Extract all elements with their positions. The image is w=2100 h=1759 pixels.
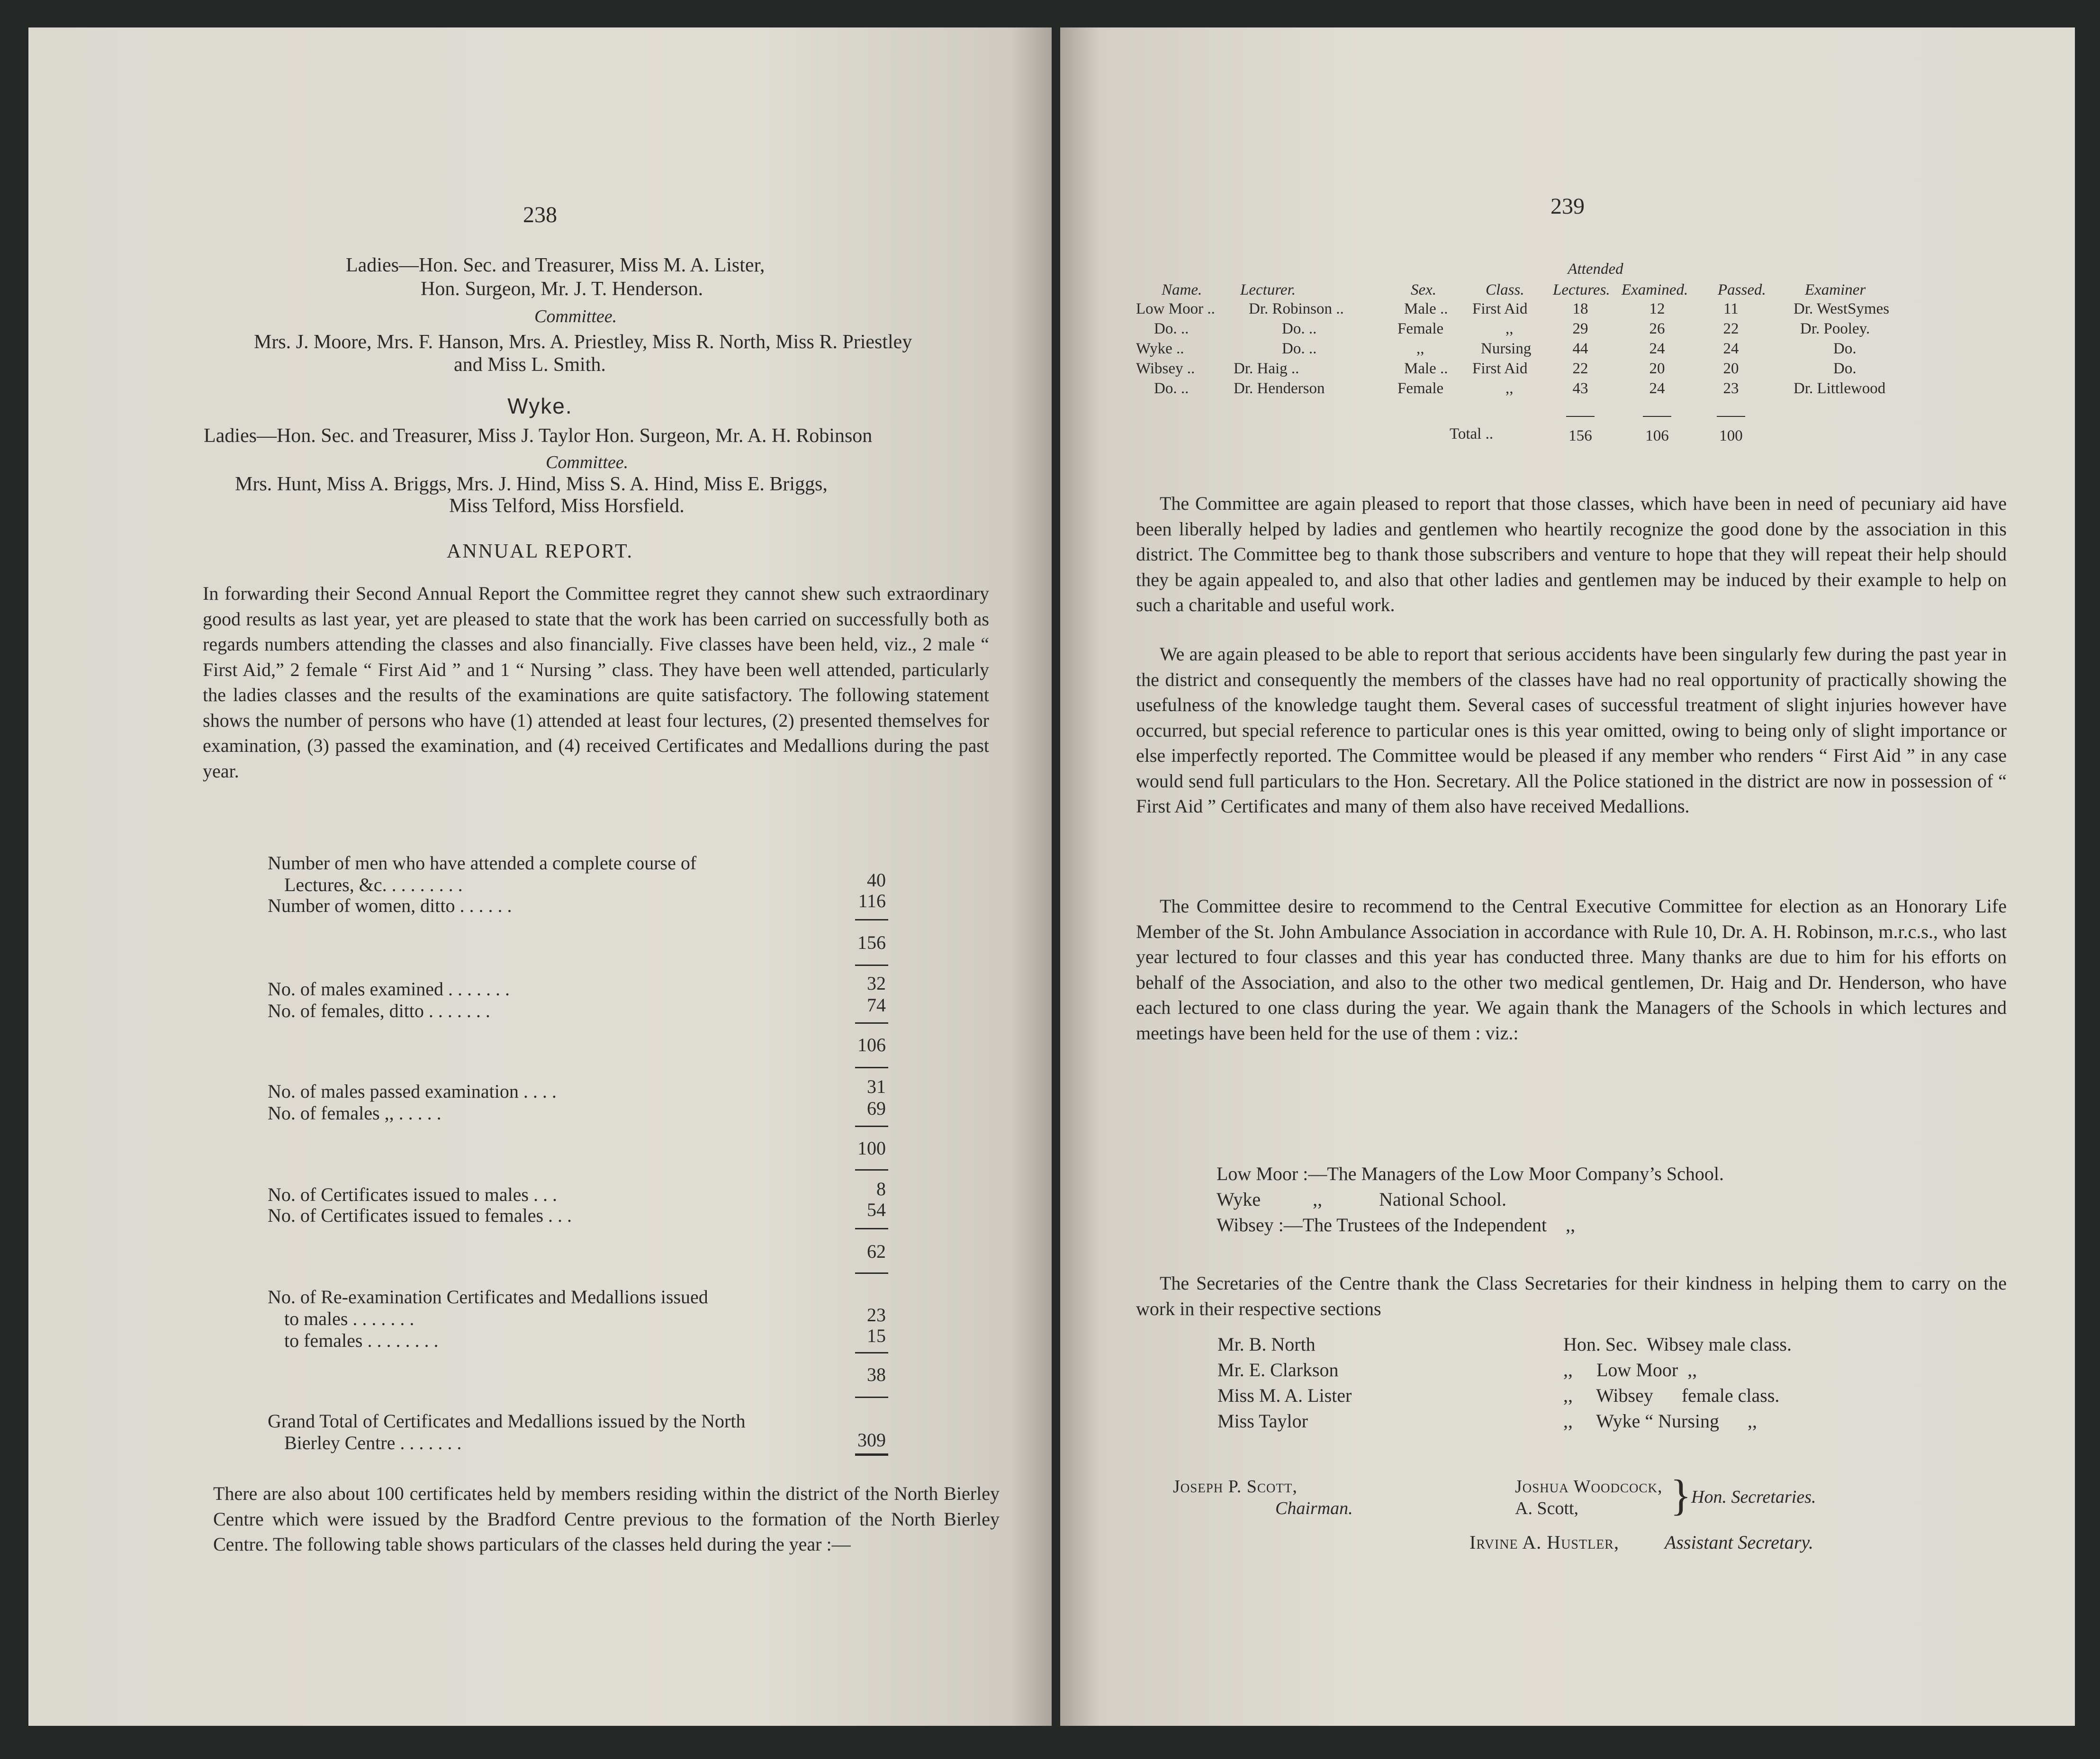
rule xyxy=(855,1228,888,1229)
cell-lectures: 43 xyxy=(1572,380,1588,397)
table-header: Lecturer. xyxy=(1240,281,1296,298)
stat-label: No. of females, ditto . . . . . . . xyxy=(268,1000,490,1021)
wyke-ladies: Ladies—Hon. Sec. and Treasurer, Miss J. Taylor Hon. Surgeon, Mr. A. H. Robinson xyxy=(204,425,873,447)
secretary-signature: A. Scott, xyxy=(1515,1498,1579,1518)
cell-examined: 26 xyxy=(1649,320,1665,337)
stat-label: Number of women, ditto . . . . . . xyxy=(268,895,512,916)
wyke-heading: Wyke. xyxy=(507,394,573,418)
table-header: Lectures. xyxy=(1553,281,1610,298)
stat-value: 31 xyxy=(867,1076,886,1097)
cell-class: First Aid xyxy=(1472,300,1528,317)
wyke-committee-heading: Committee. xyxy=(546,452,629,472)
stat-value: 32 xyxy=(867,973,886,994)
secretary-name: Miss M. A. Lister xyxy=(1217,1385,1352,1406)
stat-grand-total: 309 xyxy=(857,1429,886,1451)
stat-label: Lectures, &c. . . . . . . . . xyxy=(284,874,463,895)
secretary-signature: Joshua Woodcock, xyxy=(1515,1477,1663,1497)
ladies-line-2: Hon. Surgeon, Mr. J. T. Henderson. xyxy=(421,278,703,300)
right-page xyxy=(1060,27,2075,1726)
paragraph: The Committee are again pleased to report that those classes, which have been in need of pecuniary aid have been liberally helped by ladies and gentlemen who heartily recognize the good done by the association in this district. The Committee beg to thank those subscribers and venture to hope that they will repeat their help should they be again appealed to, and also that other ladies and gentlemen may be induced by their example to help on such a charitable and useful work. xyxy=(1136,493,2007,615)
assistant-name: Irvine A. Hustler, xyxy=(1469,1532,1619,1553)
secretary-name: Mr. E. Clarkson xyxy=(1217,1359,1339,1380)
report-paragraph: In forwarding their Second Annual Report the Committee regret they cannot shew such extraordinary good results as last year, yet are pleased to state that the work has been carried on successfully both as regards numbers attending the classes and also financially. Five classes have been held, viz., 2 male “ First Aid,” 2 female “ First Aid ” and 1 “ Nursing ” class. They have been well attended, particularly the ladies classes and the results of the examinations are quite satisfactory. The following statement shows the number of persons who have (1) attended at least four lectures, (2) presented themselves for examination, (3) passed the examination, and (4) received Certificates and Medallions during the past year. xyxy=(203,583,989,782)
table-total: 106 xyxy=(1645,427,1669,444)
classes-table xyxy=(1060,27,2075,501)
table-total-label: Total .. xyxy=(1450,425,1494,442)
committee-heading: Committee. xyxy=(534,307,617,326)
stat-total: 38 xyxy=(867,1364,886,1385)
ladies-line-1: Ladies—Hon. Sec. and Treasurer, Miss M. A. Lister, xyxy=(346,254,765,276)
stat-value: 54 xyxy=(867,1199,886,1220)
cell-examiner: Do. xyxy=(1833,360,1857,377)
cell-class: First Aid xyxy=(1472,360,1528,377)
rule xyxy=(855,1352,888,1353)
committee-line-2: and Miss L. Smith. xyxy=(454,354,606,376)
rule xyxy=(855,1126,888,1127)
cell-lectures: 29 xyxy=(1572,320,1588,337)
stat-label: No. of Re-examination Certificates and Medallions issued xyxy=(268,1286,708,1308)
school-line: Wibsey :—The Trustees of the Independent ,, xyxy=(1217,1214,1576,1236)
cell-passed: 23 xyxy=(1723,380,1739,397)
stat-value: 116 xyxy=(858,890,886,911)
rule-double xyxy=(855,1453,888,1456)
stat-label: Grand Total of Certificates and Medallions issued by the North xyxy=(268,1410,746,1432)
cell-examined: 24 xyxy=(1649,380,1665,397)
stat-total: 100 xyxy=(857,1137,886,1159)
table-total: 156 xyxy=(1568,427,1592,444)
cell-lectures: 22 xyxy=(1572,360,1588,377)
cell-name: Do. .. xyxy=(1154,320,1189,337)
cell-passed: 20 xyxy=(1723,360,1739,377)
cell-lecturer: Do. .. xyxy=(1282,320,1317,337)
assistant-title: Assistant Secretary. xyxy=(1665,1532,1814,1553)
stat-value: 40 xyxy=(867,869,886,891)
page-number: 239 xyxy=(1550,194,1585,219)
stat-label: No. of females ,, . . . . . xyxy=(268,1102,442,1124)
wyke-committee-line-2: Miss Telford, Miss Horsfield. xyxy=(449,495,685,517)
secretary-name: Mr. B. North xyxy=(1217,1334,1316,1355)
page-number: 238 xyxy=(523,202,557,227)
cell-class: Nursing xyxy=(1481,340,1532,357)
stat-value: 69 xyxy=(867,1098,886,1119)
cell-examiner: Dr. Littlewood xyxy=(1794,380,1886,397)
secretary-role: Hon. Sec. Wibsey male class. xyxy=(1563,1334,1792,1355)
brace: } xyxy=(1670,1471,1692,1519)
cell-lecturer: Dr. Haig .. xyxy=(1234,360,1299,377)
wyke-committee-line-1: Mrs. Hunt, Miss A. Briggs, Mrs. J. Hind, Miss S. A. Hind, Miss E. Briggs, xyxy=(235,473,828,495)
cell-passed: 22 xyxy=(1723,320,1739,337)
cell-lecturer: Do. .. xyxy=(1282,340,1317,357)
stat-total: 106 xyxy=(857,1034,886,1055)
stat-label: Bierley Centre . . . . . . . xyxy=(284,1432,462,1453)
cell-sex: Male .. xyxy=(1404,360,1448,377)
secretary-name: Miss Taylor xyxy=(1217,1410,1308,1432)
secretary-role: ,, Low Moor ,, xyxy=(1563,1359,1697,1380)
cell-lectures: 18 xyxy=(1572,300,1588,317)
attended-header: Attended xyxy=(1568,261,1623,278)
cell-examiner: Do. xyxy=(1833,340,1857,357)
cell-passed: 11 xyxy=(1723,300,1739,317)
table-header: Examined. xyxy=(1622,281,1688,298)
table-header: Name. xyxy=(1162,281,1202,298)
stat-value: 8 xyxy=(876,1178,886,1200)
cell-name: Wyke .. xyxy=(1136,340,1184,357)
cell-examined: 24 xyxy=(1649,340,1665,357)
paragraph: The Committee desire to recommend to the Central Executive Committee for election as an Honorary Life Member of the St. John Ambulance Association in accordance with Rule 10, Dr. A. H. Robinson, m.r.c.s., who last year lectured to four classes and this year has conducted three. Many thanks are due to him for his efforts on behalf of the Association, and also to the other two medical gentlemen, Dr. Haig and Dr. Henderson, who have each lectured to one class during the year. We again thank the Managers of the Schools in which lectures and meetings have been held for the use of them : viz.: xyxy=(1136,895,2007,1044)
cell-sex: Female xyxy=(1397,380,1444,397)
cell-sex: Female xyxy=(1397,320,1444,337)
rule xyxy=(855,1067,888,1068)
rule xyxy=(855,1397,888,1398)
table-total: 100 xyxy=(1719,427,1743,444)
stat-value: 15 xyxy=(867,1325,886,1346)
committee-line-1: Mrs. J. Moore, Mrs. F. Hanson, Mrs. A. Priestley, Miss R. North, Miss R. Priestley xyxy=(254,331,912,353)
stat-total: 62 xyxy=(867,1241,886,1262)
secretary-role: ,, Wyke “ Nursing ,, xyxy=(1563,1410,1758,1432)
cell-examined: 12 xyxy=(1649,300,1665,317)
rule xyxy=(855,1169,888,1171)
stat-label: to females . . . . . . . . xyxy=(284,1330,439,1351)
chairman-name: Joseph P. Scott, xyxy=(1173,1477,1298,1497)
cell-examiner: Dr. WestSymes xyxy=(1794,300,1890,317)
hon-secretaries-title: Hon. Secretaries. xyxy=(1691,1487,1816,1507)
stat-value: 23 xyxy=(867,1304,886,1326)
paragraph: The Secretaries of the Centre thank the Class Secretaries for their kindness in helping them to carry on the work in their respective sections xyxy=(1136,1272,2007,1319)
stat-value: 74 xyxy=(867,994,886,1016)
left-page xyxy=(28,27,1052,1726)
cell-name: Low Moor .. xyxy=(1136,300,1215,317)
stat-total: 156 xyxy=(857,932,886,953)
rule xyxy=(855,965,888,966)
school-line: Wyke ,, National School. xyxy=(1217,1189,1506,1210)
rule xyxy=(1717,416,1745,417)
stat-label: No. of Certificates issued to males . . . xyxy=(268,1184,557,1205)
paragraph: We are again pleased to be able to report that serious accidents have been singularly few during the past year in the district and consequently the members of the classes have had no real opportunity of practically showing the usefulness of the knowledge taught them. Several cases of successful treatment of slight injuries however have occurred, but special reference to particular ones is this year omitted, owing to being only of slight importance or else imperfectly reported. The Committee would be pleased if any member who renders “ First Aid ” in any case would send full particulars to the Hon. Secretary. All the Police stationed in the district are now in possession of “ First Aid ” Certificates and many of them also have received Medallions. xyxy=(1136,643,2007,817)
rule xyxy=(855,1272,888,1274)
cell-name: Do. .. xyxy=(1154,380,1189,397)
cell-lecturer: Dr. Henderson xyxy=(1234,380,1325,397)
cell-sex: Male .. xyxy=(1404,300,1448,317)
rule xyxy=(1566,416,1595,417)
cell-name: Wibsey .. xyxy=(1136,360,1195,377)
stat-label: Number of men who have attended a complete course of xyxy=(268,852,697,874)
cell-examined: 20 xyxy=(1649,360,1665,377)
stat-label: No. of Certificates issued to females . . . xyxy=(268,1205,572,1226)
rule xyxy=(855,919,888,920)
school-line: Low Moor :—The Managers of the Low Moor Company’s School. xyxy=(1217,1163,1724,1184)
cell-passed: 24 xyxy=(1723,340,1739,357)
stat-label: No. of males passed examination . . . . xyxy=(268,1081,557,1102)
table-header: Sex. xyxy=(1411,281,1437,298)
table-header: Class. xyxy=(1486,281,1524,298)
table-header: Examiner xyxy=(1805,281,1866,298)
secretary-role: ,, Wibsey female class. xyxy=(1563,1385,1780,1406)
table-header: Passed. xyxy=(1718,281,1766,298)
stat-label: to males . . . . . . . xyxy=(284,1308,415,1329)
closing-paragraph: There are also about 100 certificates held by members residing within the district of the North Bierley Centre which were issued by the Bradford Centre previous to the formation of the North Bierley Centre. The following table shows particulars of the classes held during the year :— xyxy=(213,1483,1000,1555)
cell-class: ,, xyxy=(1505,380,1514,397)
cell-class: ,, xyxy=(1505,320,1514,337)
cell-lectures: 44 xyxy=(1572,340,1588,357)
report-heading: ANNUAL REPORT. xyxy=(446,541,634,562)
stat-label: No. of males examined . . . . . . . xyxy=(268,978,510,1000)
cell-lecturer: Dr. Robinson .. xyxy=(1249,300,1344,317)
chairman-title: Chairman. xyxy=(1275,1498,1353,1518)
cell-sex: ,, xyxy=(1416,340,1424,357)
cell-examiner: Dr. Pooley. xyxy=(1800,320,1870,337)
rule xyxy=(855,1022,888,1024)
rule xyxy=(1643,416,1671,417)
